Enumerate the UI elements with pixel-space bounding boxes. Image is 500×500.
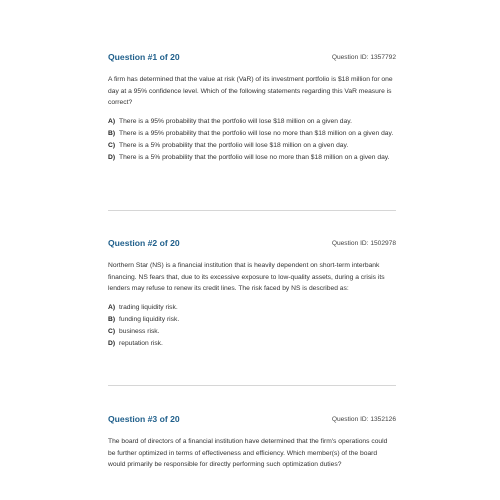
option-d[interactable] — [108, 153, 396, 162]
option-letter: B) — [108, 129, 116, 137]
option-letter: A) — [108, 117, 116, 125]
option-letter: D) — [108, 154, 116, 162]
option-letter: A) — [108, 303, 116, 311]
option-text: There is a 5% probability that the portfolio will lose $18 million on a given day. — [119, 142, 349, 150]
question-2 — [108, 238, 396, 352]
question-id: Question ID: 1357792 — [331, 54, 396, 61]
question-header — [108, 52, 396, 66]
answer-options — [108, 303, 396, 349]
option-letter: C) — [108, 142, 116, 150]
option-a[interactable] — [108, 117, 396, 126]
question-title: Question #2 of 20 — [108, 238, 180, 248]
question-text: Northern Star (NS) is a financial institution that is heavily dependent on short-term interbank financing. NS fears that, due to its excessive exposure to low-quality assets, during a crisis its lenders may refuse to renew its credit lines. The risk faced by NS is described as: — [108, 262, 385, 293]
option-c[interactable] — [108, 327, 396, 336]
option-text: There is a 95% probability that the portfolio will lose $18 million on a given day. — [119, 117, 352, 125]
option-text: business risk. — [119, 328, 160, 336]
question-text: The board of directors of a financial institution have determined that the firm's operations could be further optimized in terms of effectiveness and efficiency. Which member(s) of the board would primarily be responsible for directly performing such optimization duties? — [108, 438, 388, 469]
option-letter: D) — [108, 340, 116, 348]
option-d[interactable] — [108, 339, 396, 348]
option-a[interactable] — [108, 303, 396, 312]
question-3 — [108, 414, 396, 471]
question-text: A firm has determined that the value at risk (VaR) of its investment portfolio is $18 million for one day at a 95% confidence level. Which of the following statements regarding this VaR measure is correct? — [108, 76, 393, 107]
option-text: There is a 95% probability that the portfolio will lose no more than $18 million on a given day. — [119, 129, 394, 137]
option-letter: C) — [108, 328, 116, 336]
option-text: There is a 5% probability that the portfolio will lose no more than $18 million on a given day. — [119, 154, 390, 162]
option-text: trading liquidity risk. — [119, 303, 178, 311]
question-header — [108, 414, 396, 428]
question-title: Question #3 of 20 — [108, 414, 180, 424]
question-title: Question #1 of 20 — [108, 52, 180, 62]
question-id: Question ID: 1502978 — [331, 240, 396, 247]
question-id: Question ID: 1352126 — [331, 416, 396, 423]
question-header — [108, 238, 396, 252]
option-b[interactable] — [108, 129, 396, 138]
option-b[interactable] — [108, 315, 396, 324]
question-1 — [108, 52, 396, 166]
section-divider — [108, 210, 396, 211]
answer-options — [108, 117, 396, 163]
section-divider — [108, 385, 396, 386]
option-letter: B) — [108, 315, 116, 323]
option-text: funding liquidity risk. — [119, 315, 180, 323]
option-c[interactable] — [108, 141, 396, 150]
option-text: reputation risk. — [119, 340, 163, 348]
